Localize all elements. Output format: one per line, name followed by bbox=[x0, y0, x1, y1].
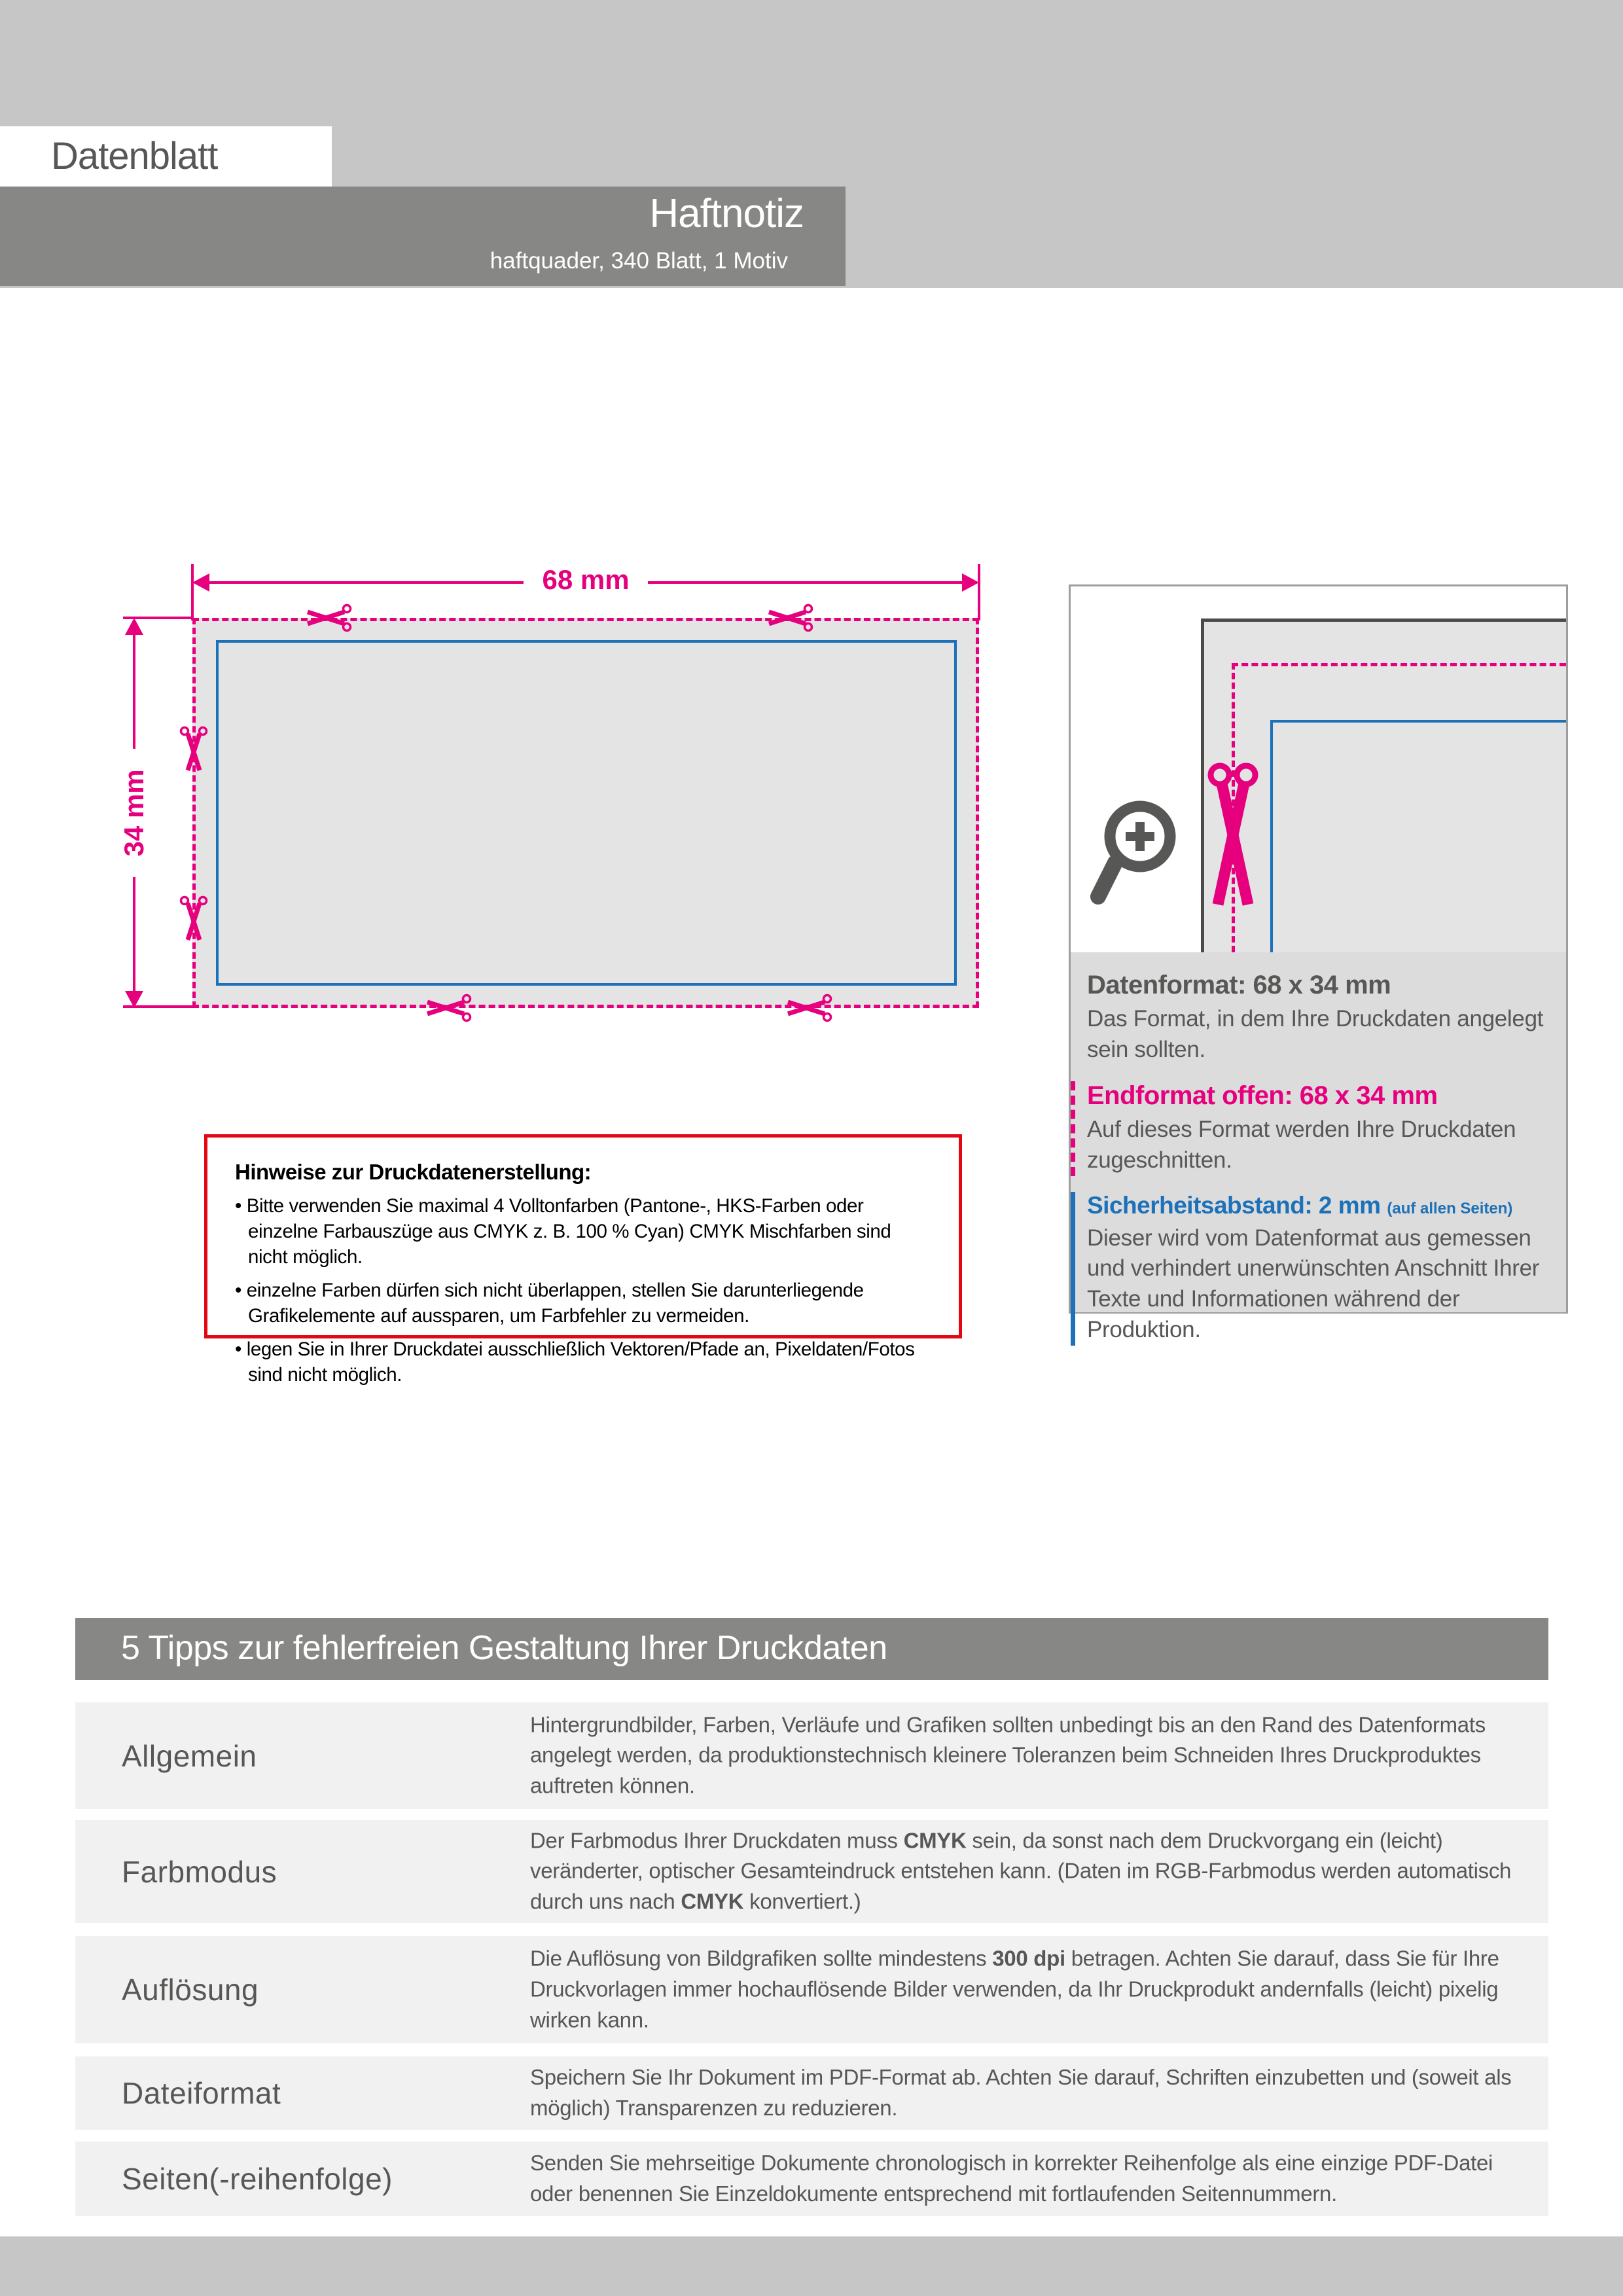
notes-bullet: • legen Sie in Ihrer Druckdatei ausschließlich Vektoren/Pfade an, Pixeldaten/Fotos sind nicht möglich. bbox=[235, 1338, 915, 1386]
dimension-line bbox=[133, 634, 135, 749]
footer-bar bbox=[0, 2236, 1623, 2296]
dimension-arrow-left bbox=[192, 573, 209, 592]
safety-margin-block bbox=[1071, 1192, 1566, 1346]
safety-margin-body: Dieser wird vom Datenformat aus gemessen und verhindert unerwünschten Anschnitt Ihrer Texte und Informationen während der Produktion. bbox=[1087, 1225, 1540, 1343]
extension-line bbox=[123, 1005, 194, 1008]
format-info-panel bbox=[1069, 584, 1568, 1343]
dimension-arrow-right bbox=[962, 573, 979, 592]
extension-line bbox=[191, 564, 194, 620]
scissors-icon bbox=[422, 994, 472, 1022]
notes-bullet: • Bitte verwenden Sie maximal 4 Volltonfarben (Pantone-, HKS-Farben oder einzelne Farbauszüge aus CMYK z. B. 100 % Cyan) CMYK Mischfarben sind nicht möglich. bbox=[235, 1195, 891, 1268]
scissors-icon bbox=[1198, 762, 1268, 912]
safety-margin-line bbox=[1270, 720, 1273, 952]
tip-row-text: Speichern Sie Ihr Dokument im PDF-Format ab. Achten Sie darauf, Schriften einzubetten und (soweit als möglich) Transparenzen zu reduzieren. bbox=[530, 2065, 1512, 2120]
end-format-block bbox=[1071, 1081, 1566, 1176]
dimension-arrow-up bbox=[125, 618, 143, 635]
tip-row-allgemein bbox=[75, 1702, 1548, 1809]
corner-detail-illustration bbox=[1071, 586, 1566, 952]
tip-row-seitenreihenfolge bbox=[75, 2142, 1548, 2216]
sheet-label-box bbox=[0, 126, 332, 187]
notes-title: Hinweise zur Druckdatenerstellung: bbox=[235, 1160, 592, 1184]
product-title-band bbox=[0, 187, 846, 286]
safety-margin-line bbox=[1270, 720, 1566, 723]
tip-row-aufloesung bbox=[75, 1936, 1548, 2043]
safety-margin-heading: Sicherheitsabstand: 2 mm (auf allen Seiten) bbox=[1087, 1191, 1513, 1219]
tip-row-text: Der Farbmodus Ihrer Druckdaten muss CMYK sein, da sonst nach dem Druckvorgang ein (leicht) veränderter, optischer Gesamteindruck entstehen kann. (Daten im RGB-Farbmodus werden automatisch durch uns nach CMYK konvertiert.) bbox=[530, 1828, 1512, 1914]
print-data-notes-box bbox=[204, 1134, 962, 1386]
dimension-line bbox=[648, 581, 963, 584]
scissors-icon bbox=[179, 726, 208, 776]
tips-section-header bbox=[75, 1618, 1548, 1680]
tip-row-text: Die Auflösung von Bildgrafiken sollte mindestens 300 dpi betragen. Achten Sie darauf, dass Sie für Ihre Druckvorlagen immer hochauflösende Bilder verwenden, da Ihr Druckprodukt andernfalls (leicht) pixelig wirken kann. bbox=[530, 1946, 1499, 2032]
scissors-icon bbox=[783, 994, 832, 1022]
product-name: Haftnotiz bbox=[649, 191, 804, 236]
scissors-icon bbox=[302, 603, 352, 632]
sheet-label: Datenblatt bbox=[51, 135, 218, 177]
data-format-edge-line bbox=[1201, 619, 1566, 622]
scissors-icon bbox=[179, 895, 208, 945]
width-dimension-label: 68 mm bbox=[542, 564, 630, 595]
tip-row-label: Dateiformat bbox=[122, 2076, 281, 2110]
tip-row-label: Auflösung bbox=[122, 1973, 259, 2007]
product-subtitle: haftquader, 340 Blatt, 1 Motiv bbox=[490, 248, 788, 274]
end-format-heading: Endformat offen: 68 x 34 mm bbox=[1087, 1081, 1438, 1110]
extension-line bbox=[123, 617, 194, 619]
safety-margin-suffix: (auf allen Seiten) bbox=[1387, 1199, 1513, 1217]
safety-margin-rect bbox=[216, 640, 957, 986]
tip-row-text: Senden Sie mehrseitige Dokumente chronologisch in korrekter Reihenfolge als eine einzige PDF-Datei oder benennen Sie Einzeldokumente entsprechend mit fortlaufenden Seitennummern. bbox=[530, 2151, 1493, 2206]
data-format-block bbox=[1071, 971, 1566, 1066]
data-format-heading: Datenformat: 68 x 34 mm bbox=[1087, 971, 1391, 999]
tip-row-farbmodus bbox=[75, 1820, 1548, 1923]
end-format-body: Auf dieses Format werden Ihre Druckdaten zugeschnitten. bbox=[1087, 1116, 1516, 1173]
tip-row-label: Allgemein bbox=[122, 1738, 257, 1773]
dimension-line bbox=[133, 877, 135, 992]
extension-line bbox=[978, 564, 980, 620]
notes-bullet: • einzelne Farben dürfen sich nicht überlappen, stellen Sie darunterliegende Grafikelemente auf aussparen, um Farbfehler zu vermeiden. bbox=[235, 1279, 864, 1327]
tip-row-label: Seiten(-reihenfolge) bbox=[122, 2162, 393, 2196]
tip-row-dateiformat bbox=[75, 2056, 1548, 2130]
tip-row-text: Hintergrundbilder, Farben, Verläufe und Grafiken sollten unbedingt bis an den Rand des Datenformats angelegt werden, da produktionstechnisch kleinere Toleranzen beim Schneiden Ihres Druckproduktes auftreten können. bbox=[530, 1712, 1486, 1798]
notes-bullet-list bbox=[235, 1194, 933, 1388]
tips-header-title: 5 Tipps zur fehlerfreien Gestaltung Ihrer Druckdaten bbox=[121, 1629, 887, 1667]
format-info-text bbox=[1071, 952, 1566, 1343]
tip-row-label: Farbmodus bbox=[122, 1854, 277, 1889]
height-dimension-label: 34 mm bbox=[118, 769, 149, 857]
data-format-body: Das Format, in dem Ihre Druckdaten angelegt sein sollten. bbox=[1087, 1006, 1544, 1062]
scissors-icon bbox=[764, 603, 813, 632]
cut-line-dashed bbox=[1232, 663, 1566, 666]
zoom-magnifier-icon bbox=[1090, 789, 1182, 920]
dimension-line bbox=[208, 581, 524, 584]
